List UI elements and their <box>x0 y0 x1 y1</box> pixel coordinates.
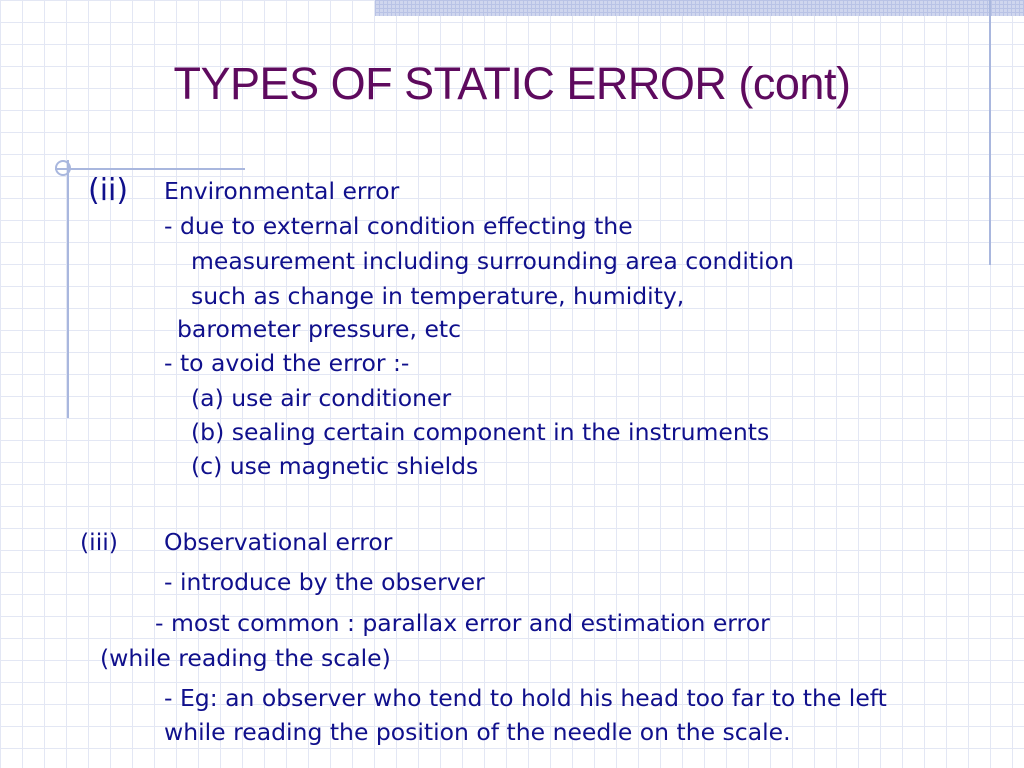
observational-number: (iii) <box>80 528 118 556</box>
observational-line: - Eg: an observer who tend to hold his head too far to the left <box>164 684 887 712</box>
environmental-line: measurement including surrounding area condition <box>191 247 794 275</box>
environmental-line: (a) use air conditioner <box>191 384 452 412</box>
observational-line: (while reading the scale) <box>100 644 391 672</box>
top-decorative-band <box>375 0 1024 16</box>
observational-line: - introduce by the observer <box>164 568 485 596</box>
observational-line: while reading the position of the needle on the scale. <box>164 718 791 746</box>
environmental-line: (b) sealing certain component in the instruments <box>191 418 770 446</box>
observational-heading: Observational error <box>164 528 393 556</box>
environmental-line: - to avoid the error :- <box>164 349 410 377</box>
environmental-line: (c) use magnetic shields <box>191 452 479 480</box>
environmental-heading: Environmental error <box>164 177 400 205</box>
right-decorative-rule <box>989 0 991 265</box>
ring-decoration-icon <box>55 160 71 176</box>
environmental-number: (ii) <box>88 173 129 208</box>
left-decorative-rule <box>67 160 69 418</box>
slide-title: TYPES OF STATIC ERROR (cont) <box>173 58 851 109</box>
bullet-decorative-rule <box>55 168 245 170</box>
environmental-line: such as change in temperature, humidity, <box>191 282 685 310</box>
observational-line: - most common : parallax error and estimation error <box>155 609 770 637</box>
environmental-line: barometer pressure, etc <box>177 315 462 343</box>
environmental-line: - due to external condition effecting the <box>164 212 633 240</box>
